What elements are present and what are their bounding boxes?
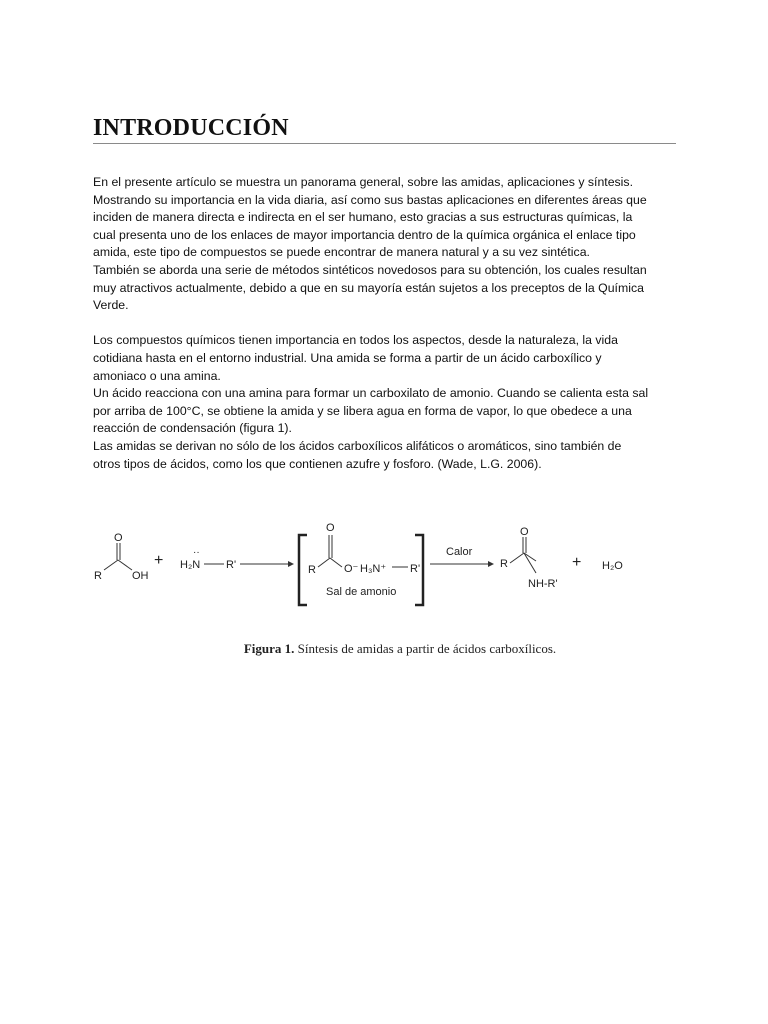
ammonium-salt-structure	[308, 522, 420, 598]
text-line: Un ácido reacciona con una amina para formar un carboxilato de amonio. Cuando se calienta esta sal	[93, 386, 649, 401]
text-line: otros tipos de ácidos, como los que contienen azufre y fosforo. (Wade, L.G. 2006).	[93, 456, 542, 471]
salt-caption-label: Sal de amonio	[326, 586, 397, 598]
amine-structure	[180, 547, 236, 571]
caption-text: Síntesis de amidas a partir de ácidos carboxílicos.	[294, 641, 557, 656]
amide-oxygen-label: O	[520, 526, 529, 538]
text-line: muy atractivos actualmente, debido a que en su mayoría están sujetos a los preceptos de la Química	[93, 280, 644, 295]
text-line: Mostrando su importancia en la vida diaria, así como sus bastas aplicaciones en diferentes áreas que	[93, 192, 647, 207]
reaction-scheme-figure	[90, 515, 650, 625]
lone-pair-dots: ··	[193, 547, 200, 558]
acid-oxygen-label: O	[114, 532, 123, 544]
text-line: reacción de condensación (figura 1).	[93, 421, 292, 436]
body-text	[93, 174, 683, 473]
reaction-arrow-1	[240, 561, 294, 567]
amide-nh-label: NH-R'	[528, 578, 558, 590]
paragraph-1	[93, 174, 683, 315]
text-line: cual presenta uno de los enlaces de mayor importancia dentro de la química orgánica el enlace tipo	[93, 227, 636, 242]
water-label: H₂O	[602, 560, 623, 572]
text-line: amida, este tipo de compuestos se puede encontrar de manera natural y a su vez sintética.	[93, 245, 590, 260]
reaction-scheme	[90, 515, 650, 625]
text-line: Las amidas se derivan no sólo de los ácidos carboxílicos alifáticos o aromáticos, sino también de	[93, 438, 622, 453]
section-heading: INTRODUCCIÓN	[93, 115, 289, 141]
carboxylic-acid-structure	[94, 532, 149, 582]
amine-h2n-label: H₂N	[180, 559, 201, 571]
text-line: cotidiana hasta en el entorno industrial. Una amida se forma a partir de un ácido carboxílico y	[93, 350, 602, 365]
caption-label: Figura 1.	[243, 641, 295, 656]
plus-sign: +	[154, 552, 164, 569]
text-line: Verde.	[93, 298, 129, 313]
salt-r2-label: R'	[410, 563, 421, 575]
acid-oh-label: OH	[132, 570, 149, 582]
heading-underline	[93, 143, 676, 144]
amine-r-label: R'	[226, 559, 237, 571]
text-line: inciden de manera directa e indirecta en el ser humano, esto gracias a sus estructuras químicas, la	[93, 210, 633, 225]
amide-structure	[500, 526, 558, 590]
salt-o-minus-label: O⁻	[344, 563, 359, 575]
arrow-heat-label: Calor	[446, 546, 473, 558]
figure-caption	[200, 640, 600, 658]
paragraph-gap	[93, 315, 683, 333]
text-line: amoniaco o una amina.	[93, 368, 221, 383]
paragraph-2	[93, 332, 683, 473]
text-line: Los compuestos químicos tienen importancia en todos los aspectos, desde la naturaleza, la vida	[93, 333, 618, 348]
amide-r-label: R	[500, 558, 508, 570]
text-line: por arriba de 100°C, se obtiene la amida y se libera agua en forma de vapor, lo que obedece a una	[93, 403, 632, 418]
plus-sign-2: +	[572, 554, 582, 571]
text-line: En el presente artículo se muestra un panorama general, sobre las amidas, aplicaciones y síntesis.	[93, 175, 633, 189]
acid-r-label: R	[94, 570, 102, 582]
bracket-left	[299, 535, 307, 605]
salt-oxygen-label: O	[326, 522, 335, 534]
salt-h3n-label: H₃N⁺	[360, 563, 387, 575]
salt-r-label: R	[308, 564, 316, 576]
text-line: También se aborda una serie de métodos sintéticos novedosos para su obtención, los cuales resultan	[93, 262, 647, 277]
reaction-arrow-2	[430, 546, 494, 567]
